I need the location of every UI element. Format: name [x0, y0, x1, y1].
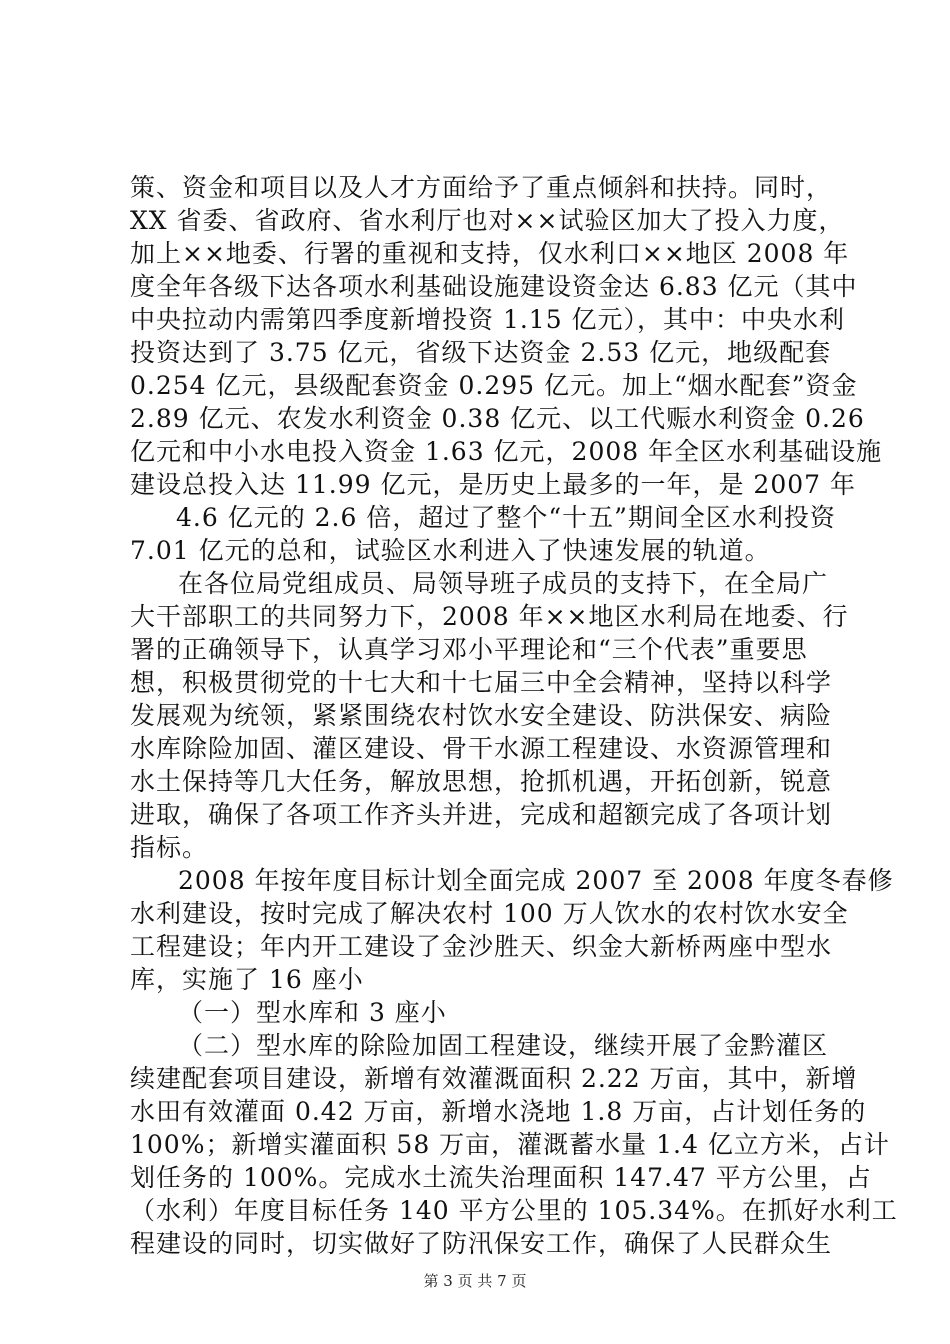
text-line: 策、资金和项目以及人才方面给予了重点倾斜和扶持。同时，	[130, 173, 833, 202]
text-line: 库，实施了 16 座小	[130, 965, 364, 994]
paragraph-start: 2008 年按年度目标计划全面完成 2007 至 2008 年度冬春修	[178, 866, 894, 895]
text-line: 7.01 亿元的总和，试验区水利进入了快速发展的轨道。	[130, 536, 771, 565]
text-line: 水田有效灌面 0.42 万亩，新增水浇地 1.8 万亩，占计划任务的	[130, 1097, 867, 1126]
text-line: 加上××地委、行署的重视和支持，仅水利口××地区 2008 年	[130, 239, 850, 268]
text-line: 亿元和中小水电投入资金 1.63 亿元，2008 年全区水利基础设施	[130, 437, 883, 466]
text-line: 程建设的同时，切实做好了防汛保安工作，确保了人民群众生	[130, 1229, 833, 1258]
text-line: 2.89 亿元、农发水利资金 0.38 亿元、以工代赈水利资金 0.26	[130, 404, 865, 433]
paragraph-start: 在各位局党组成员、局领导班子成员的支持下，在全局广	[178, 569, 829, 598]
text-line: 指标。	[130, 833, 209, 862]
text-line: 建设总投入达 11.99 亿元，是历史上最多的一年，是 2007 年	[130, 470, 856, 499]
text-line: 工程建设；年内开工建设了金沙胜天、织金大新桥两座中型水	[130, 932, 833, 961]
text-line: 0.254 亿元，县级配套资金 0.295 亿元。加上“烟水配套”资金	[130, 371, 858, 400]
paragraph-start: （一）型水库和 3 座小	[178, 998, 447, 1027]
text-line: 100%；新增实灌面积 58 万亩，灌溉蓄水量 1.4 亿立方米，占计	[130, 1130, 890, 1159]
text-line: 想，积极贯彻党的十七大和十七届三中全会精神，坚持以科学	[130, 668, 833, 697]
text-line: 划任务的 100%。完成水土流失治理面积 147.47 平方公里，占	[130, 1163, 872, 1192]
text-line: 4.6 亿元的 2.6 倍，超过了整个“十五”期间全区水利投资	[176, 503, 836, 532]
text-line: XX 省委、省政府、省水利厅也对××试验区加大了投入力度，	[130, 206, 845, 235]
text-line: 续建配套项目建设，新增有效灌溉面积 2.22 万亩，其中，新增	[130, 1064, 858, 1093]
text-line: 水土保持等几大任务，解放思想，抢抓机遇，开拓创新，锐意	[130, 767, 833, 796]
paragraph-start: （二）型水库的除险加固工程建设，继续开展了金黔灌区	[178, 1031, 829, 1060]
text-line: 中央拉动内需第四季度新增投资 1.15 亿元），其中：中央水利	[130, 305, 846, 334]
text-line: 发展观为统领，紧紧围绕农村饮水安全建设、防洪保安、病险	[130, 701, 833, 730]
text-line: 大干部职工的共同努力下，2008 年××地区水利局在地委、行	[130, 602, 849, 631]
text-line: 投资达到了 3.75 亿元，省级下达资金 2.53 亿元，地级配套	[130, 338, 832, 367]
text-line: 水库除险加固、灌区建设、骨干水源工程建设、水资源管理和	[130, 734, 833, 763]
text-line: 署的正确领导下，认真学习邓小平理论和“三个代表”重要思	[130, 635, 808, 664]
page-number-footer: 第 3 页 共 7 页	[423, 1272, 527, 1290]
text-line: 水利建设，按时完成了解决农村 100 万人饮水的农村饮水安全	[130, 899, 849, 928]
text-line: 进取，确保了各项工作齐头并进，完成和超额完成了各项计划	[130, 800, 833, 829]
text-line: （水利）年度目标任务 140 平方公里的 105.34%。在抓好水利工	[130, 1196, 898, 1225]
text-line: 度全年各级下达各项水利基础设施建设资金达 6.83 亿元（其中	[130, 272, 858, 301]
